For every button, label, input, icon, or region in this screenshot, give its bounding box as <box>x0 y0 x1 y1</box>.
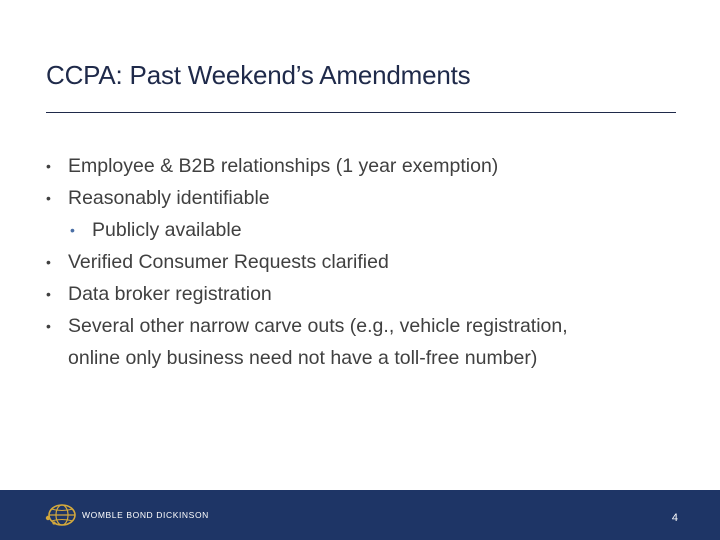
sub-bullet-icon: • <box>70 222 75 238</box>
title-divider <box>46 112 676 113</box>
bullet-list <box>46 150 686 374</box>
bullet-icon: • <box>46 190 51 206</box>
footer-bar <box>0 490 720 540</box>
bullet-icon: • <box>46 286 51 302</box>
bullet-text: Verified Consumer Requests clarified <box>68 251 389 273</box>
bullet-icon: • <box>46 318 51 334</box>
bullet-text-continuation: online only business need not have a toll-free number) <box>68 347 538 369</box>
bullet-item <box>46 278 686 310</box>
page-number: 4 <box>671 512 678 524</box>
sub-bullet-text: Publicly available <box>92 219 242 241</box>
sub-bullet-item <box>46 214 686 246</box>
bullet-icon: • <box>46 254 51 270</box>
brand-name: WOMBLE BOND DICKINSON <box>82 510 209 520</box>
slide-title: CCPA: Past Weekend’s Amendments <box>46 60 471 90</box>
bullet-item <box>46 246 686 278</box>
bullet-icon: • <box>46 158 51 174</box>
bullet-text: Data broker registration <box>68 283 272 305</box>
gold-globe-logo-icon <box>44 502 78 528</box>
bullet-item <box>46 182 686 214</box>
bullet-item <box>46 310 686 374</box>
bullet-text: Several other narrow carve outs (e.g., vehicle registration, <box>68 315 568 337</box>
bullet-item <box>46 150 686 182</box>
bullet-text: Employee & B2B relationships (1 year exemption) <box>68 155 499 177</box>
bullet-text: Reasonably identifiable <box>68 187 270 209</box>
